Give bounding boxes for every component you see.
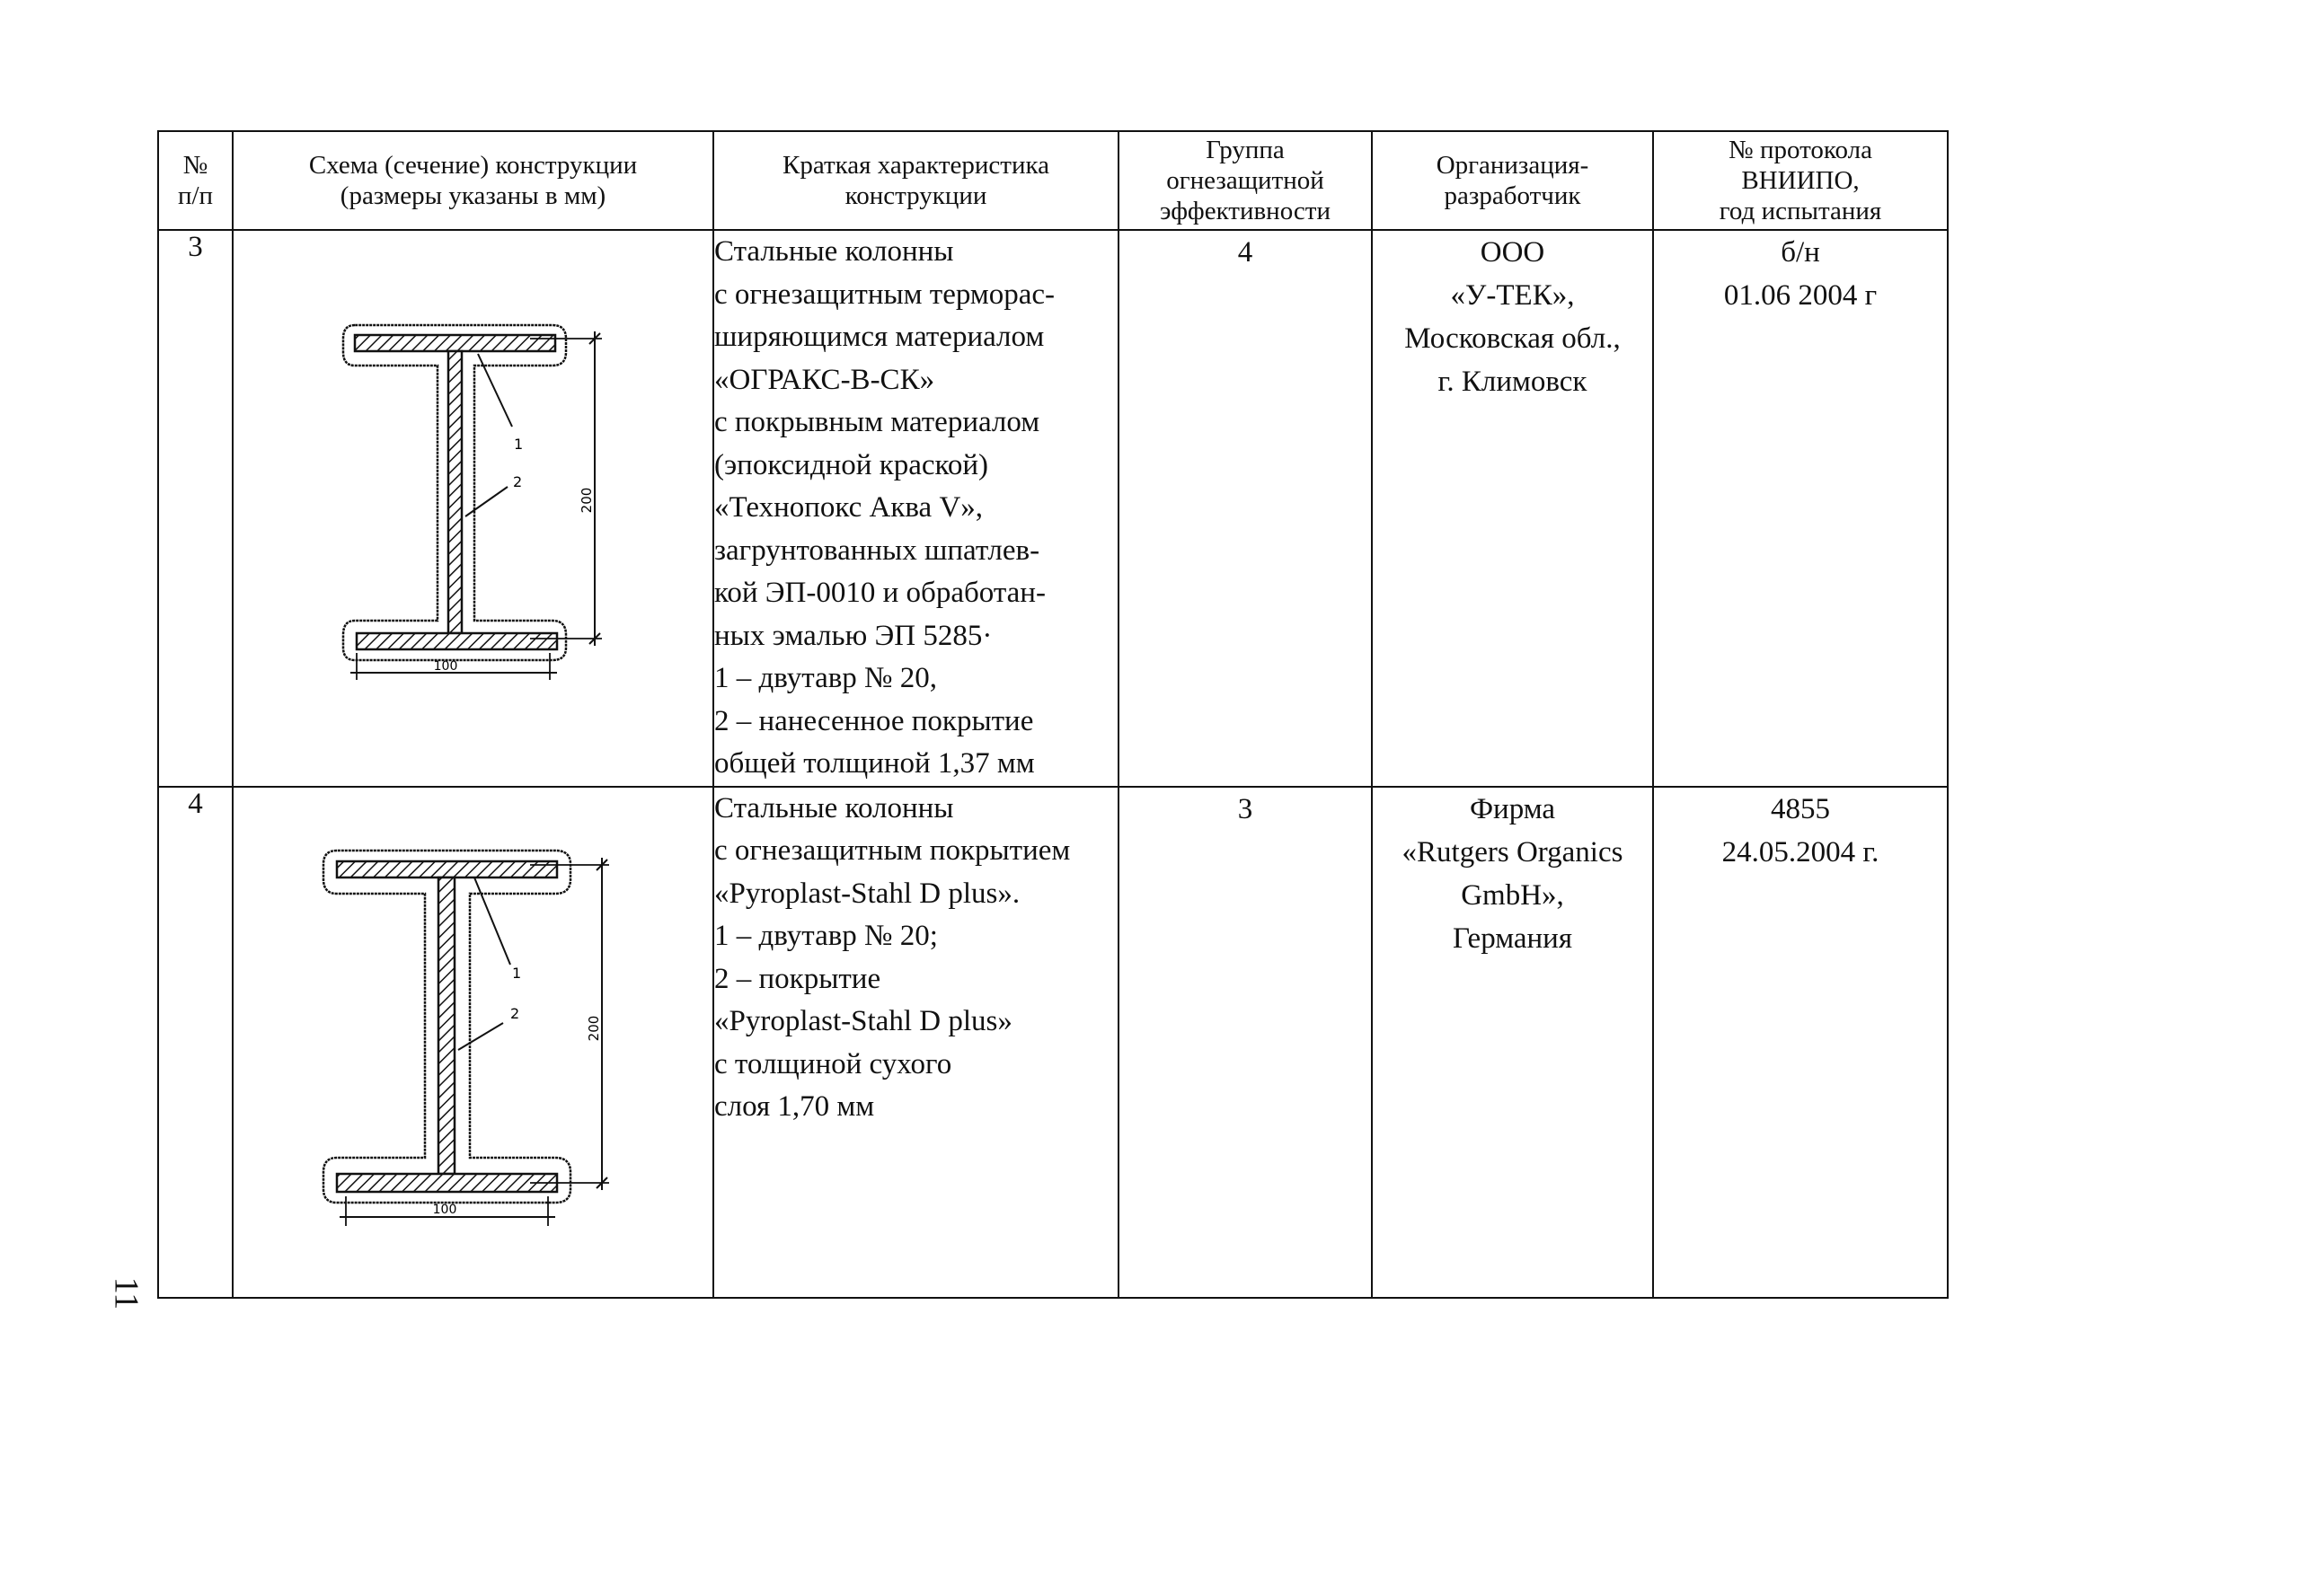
schema-dim-width: 100 [433, 659, 458, 674]
schema-cell [233, 787, 713, 1298]
schema-label-1: 1 [512, 964, 522, 982]
table-row [158, 787, 1948, 1298]
description-cell: Стальные колонны с огнезащитным покрытием «Pyroplast-Stahl D plus». 1 – двутавр № 20; 2 – покрытие «Pyroplast-Stahl D plus» с толщиной сухого слоя 1,70 мм [713, 787, 1119, 1298]
header-schema: Схема (сечение) конструкции (размеры указаны в мм) [233, 131, 713, 230]
bottom-flange [337, 1174, 557, 1192]
i-beam-section-drawing [234, 788, 714, 1297]
table-row [158, 230, 1948, 787]
row-number: 4 [158, 787, 233, 1298]
header-protocol: № протокола ВНИИПО, год испытания [1653, 131, 1948, 230]
header-description: Краткая характеристика конструкции [713, 131, 1119, 230]
protocol-cell: б/н 01.06 2004 г [1653, 230, 1948, 787]
top-flange [355, 335, 555, 351]
organization-cell: ООО «У-ТЕК», Московская обл., г. Климовск [1372, 230, 1653, 787]
header-num: № п/п [158, 131, 233, 230]
beam-web [448, 351, 462, 633]
group-cell: 3 [1119, 787, 1372, 1298]
schema-cell [233, 230, 713, 787]
protocol-cell: 4855 24.05.2004 г. [1653, 787, 1948, 1298]
header-organization: Организация- разработчик [1372, 131, 1653, 230]
schema-label-1: 1 [514, 436, 524, 453]
header-group: Группа огнезащитной эффективности [1119, 131, 1372, 230]
i-beam-section-drawing [234, 231, 714, 780]
page-number: 11 [107, 1276, 146, 1310]
beam-web [438, 877, 455, 1174]
row-number: 3 [158, 230, 233, 787]
description-cell: Стальные колонны с огнезащитным терморас- ширяющимся материалом «ОГРАКС-В-СК» с покрывным материалом (эпоксидной краской) «Технопокс Аква V», загрунтованных шпатлев- кой ЭП-0010 и обработан- ных эмалью ЭП 5285· 1 – двутавр № 20, 2 – нанесенное покрытие общей толщиной 1,37 мм [713, 230, 1119, 787]
schema-label-2: 2 [513, 473, 523, 490]
schema-dim-height: 200 [586, 1015, 602, 1041]
top-flange [337, 861, 557, 877]
schema-dim-height: 200 [579, 487, 595, 514]
schema-label-2: 2 [510, 1004, 520, 1022]
schema-dim-width: 100 [432, 1202, 457, 1217]
table-header-row [158, 131, 1948, 230]
organization-cell: Фирма «Rutgers Organics GmbH», Германия [1372, 787, 1653, 1298]
group-cell: 4 [1119, 230, 1372, 787]
bottom-flange [357, 633, 557, 649]
fire-protection-table [157, 130, 1949, 1299]
